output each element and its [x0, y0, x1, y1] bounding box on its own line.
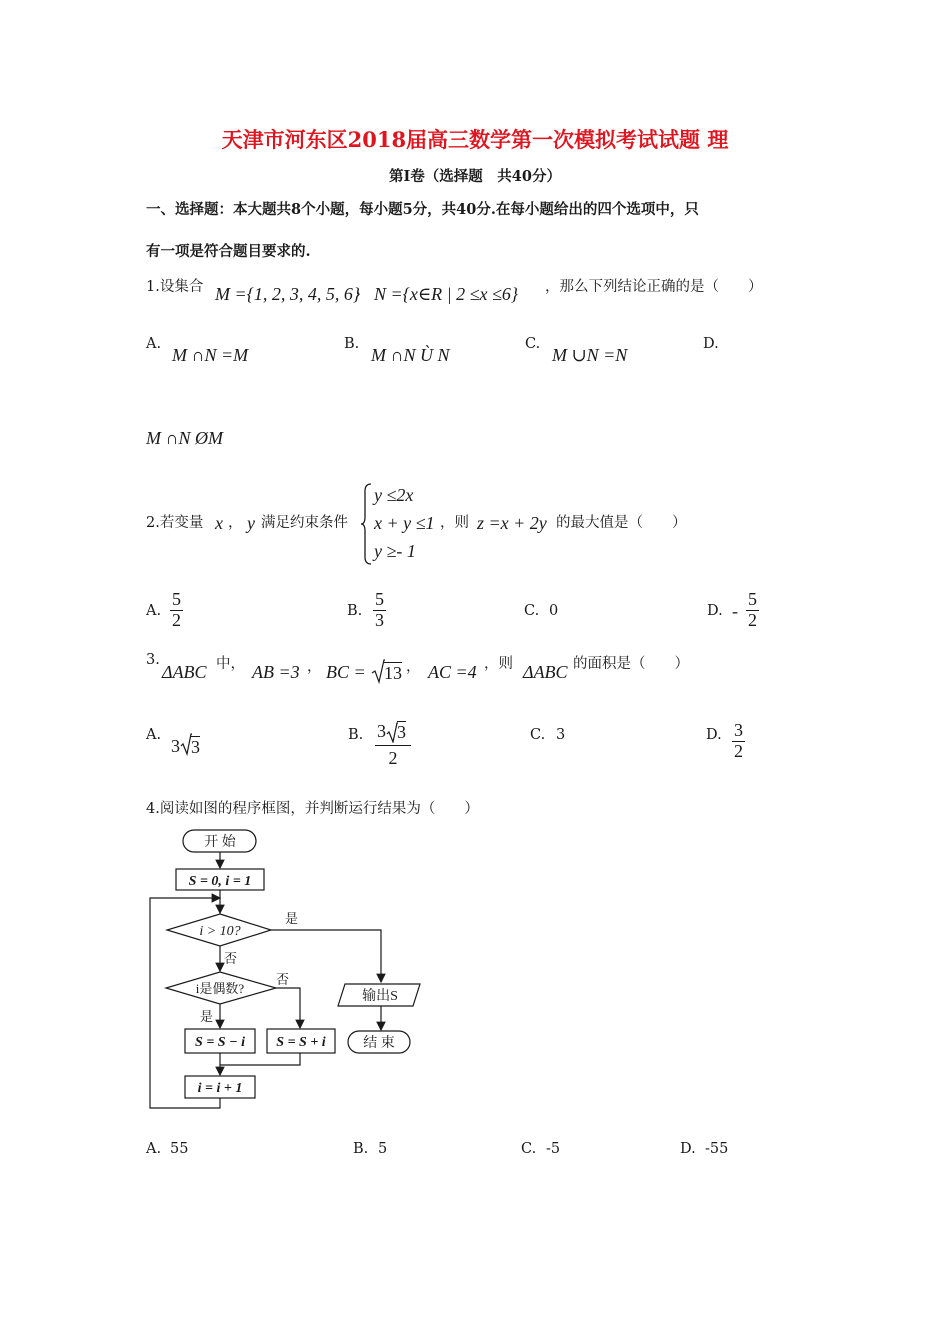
flow-no-label: 否 — [224, 951, 238, 966]
q4-option-c: -5 — [546, 1141, 561, 1157]
flow-yes-label: 是 — [285, 911, 299, 926]
instructions-line-2: 有一项是符合题目要求的. — [146, 243, 311, 260]
q2-option-b-label: B. — [347, 603, 363, 619]
q2-mid: 满足约束条件 — [261, 515, 348, 531]
sqrt-icon — [371, 658, 385, 684]
flow-start-label: 开 始 — [204, 835, 236, 850]
q3-sep-1: ， — [307, 659, 322, 675]
q3-option-c: 3 — [556, 727, 566, 743]
q1-option-a-label: A. — [146, 336, 162, 352]
q1-option-c: M ∪N =N — [552, 345, 628, 365]
flow-cond1-label: i > 10? — [199, 924, 241, 939]
q3-ab: AB =3 — [252, 662, 300, 682]
q1-option-c-label: C. — [525, 336, 541, 352]
q1-set-n: N ={x∈R | 2 ≤x ≤6} — [374, 284, 519, 304]
q4-option-a-label: A. — [146, 1141, 162, 1157]
q2-constraint-1: y ≤2x — [374, 485, 414, 505]
q3-option-d-label: D. — [706, 727, 722, 743]
q4-option-c-label: C. — [521, 1141, 537, 1157]
flow-add-label: S = S + i — [276, 1035, 326, 1050]
q3-option-b-label: B. — [348, 727, 364, 743]
q3-option-a-label: A. — [146, 727, 162, 743]
q1-option-d-label: D. — [703, 336, 719, 352]
q2-option-d-fraction: $\frac{5}{2}$ — [748, 589, 757, 630]
q1-set-m: M ={1, 2, 3, 4, 5, 6} — [215, 284, 361, 304]
flow-no2-label: 否 — [276, 972, 290, 987]
document-title: 天津市河东区2018届高三数学第一次模拟考试试题 理 — [221, 127, 729, 152]
q2-prefix: 2.若变量 — [146, 515, 204, 531]
q4-text: 4.阅读如图的程序框图，并判断运行结果为（ ） — [146, 801, 479, 817]
q4-option-d: -55 — [705, 1141, 729, 1157]
q3-zhong: 中， — [216, 656, 245, 672]
q2-option-c-label: C. — [524, 603, 540, 619]
q1-option-a: M ∩N =M — [172, 345, 249, 365]
q2-var-x: x — [215, 513, 223, 533]
flow-inc-label: i = i + 1 — [197, 1081, 243, 1096]
q1-suffix: ，那么下列结论正确的是（ ） — [545, 279, 763, 295]
flow-init-label: S = 0, i = 1 — [188, 874, 252, 889]
q2-comma: ， — [228, 515, 243, 531]
q2-option-a-label: A. — [146, 603, 162, 619]
q3-triangle-2: ΔABC — [523, 662, 568, 682]
q3-option-a-radicand: 3 — [191, 737, 200, 757]
q2-option-b-fraction: $\frac{5}{3}$ — [375, 589, 384, 630]
q2-option-d-label: D. — [707, 603, 723, 619]
q4-option-a: 55 — [170, 1141, 189, 1157]
flow-yes2-label: 是 — [200, 1009, 214, 1024]
q2-option-d-sign: - — [732, 601, 738, 621]
q3-suffix: 的面积是（ ） — [573, 656, 689, 672]
q2-constraint-3: y ≥- 1 — [374, 541, 416, 561]
q2-then: ，则 — [440, 515, 469, 531]
q2-option-a-fraction: $\frac{5}{2}$ — [172, 589, 181, 630]
q2-constraint-2: x + y ≤1 — [374, 513, 435, 533]
q3-option-c-label: C. — [530, 727, 546, 743]
q2-var-y: y — [247, 513, 255, 533]
flow-cond2-label: i是偶数? — [195, 981, 245, 996]
brace-icon — [360, 483, 372, 565]
q3-sep-2: ， — [406, 659, 421, 675]
q1-option-b-label: B. — [344, 336, 360, 352]
q3-ac: AC =4 — [428, 662, 477, 682]
q3-option-a-coef: 3 — [171, 736, 180, 756]
q2-objective: z =x + 2y — [477, 513, 547, 533]
q1-sep: ， — [356, 282, 371, 298]
q4-option-b-label: B. — [353, 1141, 369, 1157]
q1-option-d: M ∩N ØM — [146, 428, 223, 448]
instructions-line-1: 一、选择题：本大题共8个小题，每小题5分，共40分.在每小题给出的四个选项中，只 — [146, 201, 699, 218]
flow-sub-label: S = S − i — [195, 1035, 245, 1050]
q2-suffix: 的最大值是（ ） — [556, 515, 687, 531]
flow-end-label: 结 束 — [363, 1036, 395, 1051]
q3-bc: BC = — [326, 662, 366, 682]
q3-option-d-fraction: $\frac{3}{2}$ — [734, 720, 743, 761]
q3-bc-radicand: 13 — [384, 663, 402, 683]
q3-prefix: 3. — [146, 652, 160, 668]
q2-option-c: 0 — [549, 603, 559, 619]
q3-ze: ，则 — [484, 656, 513, 672]
section-header: 第Ⅰ卷（选择题 共40分） — [389, 168, 561, 185]
q3-triangle-1: ΔABC — [162, 662, 207, 682]
flow-output-label: 输出S — [362, 989, 398, 1004]
q4-option-b: 5 — [378, 1141, 388, 1157]
flowchart-diagram — [140, 822, 440, 1118]
q3-option-b-fraction: 3 3 2 — [375, 721, 411, 770]
q1-prefix: 1.设集合 — [146, 279, 204, 295]
q4-option-d-label: D. — [680, 1141, 696, 1157]
q1-option-b: M ∩N Ù N — [371, 345, 450, 365]
